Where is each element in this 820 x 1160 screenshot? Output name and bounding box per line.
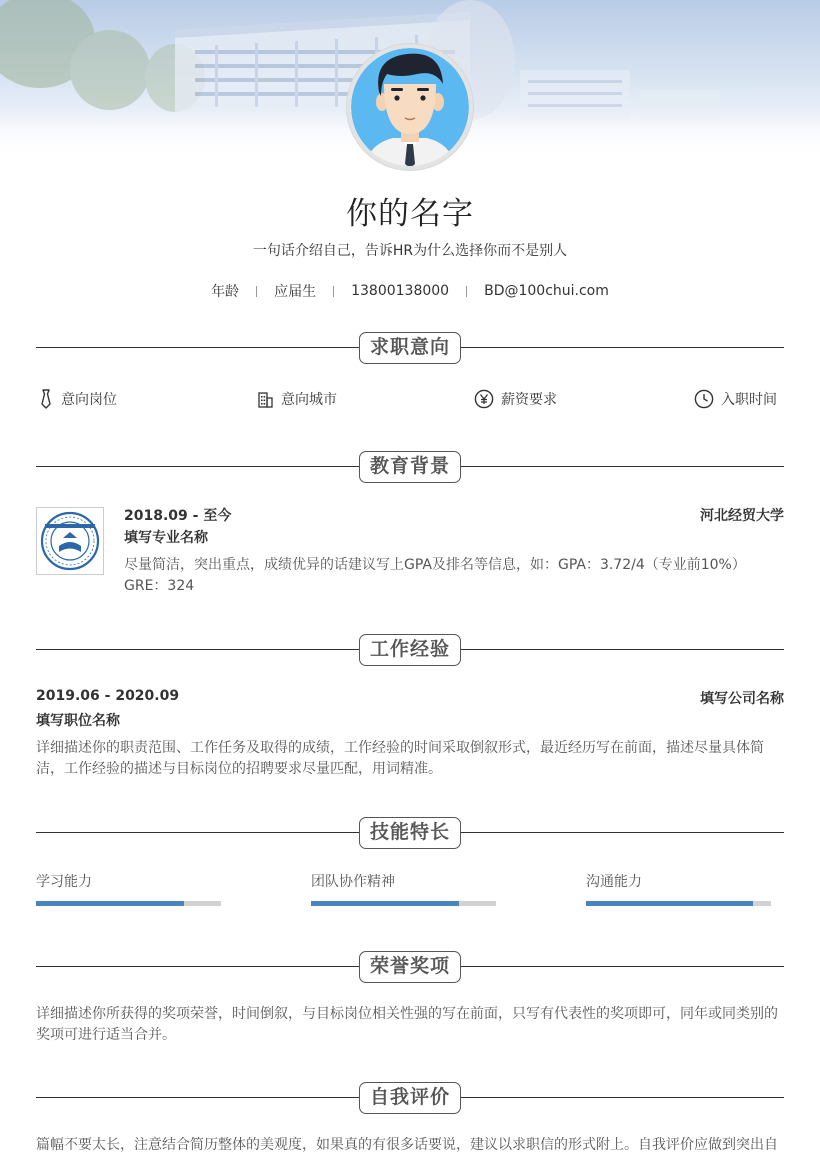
section-header-self (36, 1082, 784, 1114)
skill-bar-fill (36, 901, 184, 906)
section-title: 求职意向 (359, 332, 461, 364)
work-company: 填写公司名称 (700, 691, 784, 707)
yen-icon (474, 389, 494, 409)
school-logo (36, 507, 104, 575)
skill-label: 学习能力 (36, 874, 92, 890)
section-title: 荣誉奖项 (359, 951, 461, 983)
section-title: 技能特长 (359, 817, 461, 849)
contact-info (0, 281, 820, 301)
intent-position (38, 389, 117, 409)
contact-status: 应届生 (274, 284, 317, 300)
honors-description: 详细描述你所获得的奖项荣誉，时间倒叙，与目标岗位相关性强的写在前面，只写有代表性的奖项即可，同年或同类别的奖项可进行适当合并。 (36, 1006, 778, 1043)
skill-bar-fill (586, 901, 753, 906)
section-header-education (36, 451, 784, 483)
tie-icon (38, 389, 54, 409)
clock-icon (694, 389, 714, 409)
skill-label: 沟通能力 (586, 874, 642, 890)
candidate-name: 你的名字 (346, 196, 474, 232)
skill-label: 团队协作精神 (311, 874, 395, 890)
divider (256, 286, 257, 297)
work-period: 2019.06 - 2020.09 (36, 688, 180, 704)
section-title: 工作经验 (359, 634, 461, 666)
avatar (347, 44, 473, 170)
section-title: 教育背景 (359, 451, 461, 483)
education-major: 填写专业名称 (124, 530, 208, 546)
section-header-work (36, 634, 784, 666)
skill-bar (311, 901, 496, 906)
contact-email[interactable]: BD@100chui.com (484, 283, 609, 299)
divider (333, 286, 334, 297)
slogan: 一句话介绍自己，告诉HR为什么选择你而不是别人 (252, 243, 568, 259)
intent-salary (474, 389, 557, 409)
work-description: 详细描述你的职责范围、工作任务及取得的成绩，工作经验的时间采取倒叙形式，最近经历写在前面，描述尽量具体简洁，工作经验的描述与目标岗位的招聘要求尽量匹配，用词精准。 (36, 740, 764, 777)
self-evaluation-description: 篇幅不要太长，注意结合简历整体的美观度，如果真的有很多话要说，建议以求职信的形式附上。自我评价应做到突出自 (36, 1137, 778, 1153)
work-position: 填写职位名称 (36, 713, 120, 729)
avatar-illustration (351, 48, 469, 166)
contact-phone: 13800138000 (351, 283, 450, 299)
building-icon (257, 391, 274, 408)
skill-bar (586, 901, 771, 906)
school-seal-icon (37, 508, 103, 574)
intent-label: 意向岗位 (61, 392, 117, 408)
intent-start-date (694, 389, 777, 409)
contact-age: 年龄 (211, 284, 240, 300)
skill-bar-fill (311, 901, 459, 906)
skill-bar (36, 901, 221, 906)
section-header-honors (36, 951, 784, 983)
section-header-intent (36, 332, 784, 364)
intent-label: 入职时间 (721, 392, 777, 408)
education-school: 河北经贸大学 (700, 508, 784, 524)
section-header-skills (36, 817, 784, 849)
divider (466, 286, 467, 297)
education-period: 2018.09 - 至今 (124, 508, 232, 524)
intent-label: 意向城市 (281, 392, 337, 408)
education-description: 尽量简洁，突出重点，成绩优异的话建议写上GPA及排名等信息，如：GPA：3.72/4（专业前10%） GRE：324 (124, 557, 746, 594)
intent-label: 薪资要求 (501, 392, 557, 408)
intent-city (257, 389, 337, 409)
section-title: 自我评价 (359, 1082, 461, 1114)
